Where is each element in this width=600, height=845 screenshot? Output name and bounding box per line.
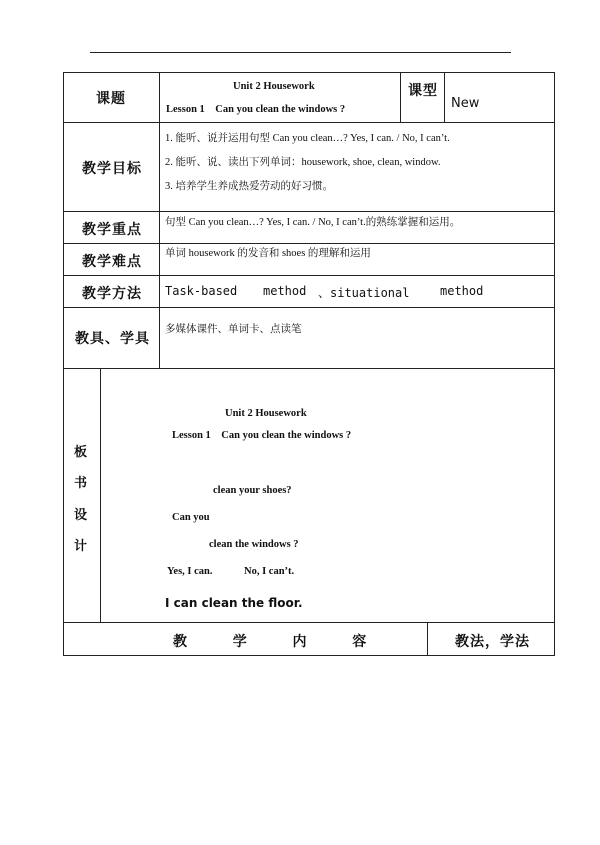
board-line-yes: Yes, I can. bbox=[167, 566, 213, 577]
topic-label: 课题 bbox=[96, 91, 126, 107]
row-divider bbox=[63, 368, 555, 369]
tools-label: 教具、学具 bbox=[75, 331, 150, 347]
board-line-shoes: clean your shoes? bbox=[213, 485, 292, 496]
content-label: 教 学 内 容 bbox=[173, 634, 379, 650]
type-value-divider bbox=[444, 72, 445, 123]
method-task-based: Task-based bbox=[165, 284, 238, 298]
row-divider bbox=[63, 622, 555, 623]
table-border-bottom bbox=[63, 655, 555, 656]
key-points-text: 句型 Can you clean…? Yes, I can. / No, I can’t.的熟练掌握和运用。 bbox=[165, 217, 461, 228]
lesson-title: Lesson 1 Can you clean the windows ? bbox=[166, 104, 346, 115]
board-unit: Unit 2 Housework bbox=[225, 408, 307, 419]
type-value: New bbox=[451, 96, 480, 111]
type-label: 课型 bbox=[408, 83, 438, 99]
key-points-label: 教学重点 bbox=[82, 222, 142, 238]
objectives-label: 教学目标 bbox=[82, 161, 142, 177]
board-label-char: 计 bbox=[74, 539, 88, 554]
board-line-can-you: Can you bbox=[172, 512, 210, 523]
footer-column-divider bbox=[427, 622, 428, 656]
method-word-2: method bbox=[440, 284, 484, 298]
method-word-1: method bbox=[263, 284, 307, 298]
objective-item-3: 3. 培养学生养成热爱劳动的好习惯。 bbox=[165, 181, 333, 192]
method-study-label: 教法，学法 bbox=[455, 634, 530, 650]
row-divider bbox=[63, 307, 555, 308]
row-divider bbox=[63, 275, 555, 276]
board-line-windows: clean the windows ? bbox=[209, 539, 299, 550]
methods-label: 教学方法 bbox=[82, 286, 142, 302]
method-situational: 、situational bbox=[318, 286, 410, 300]
board-line-floor: I can clean the floor. bbox=[165, 596, 303, 610]
board-label-char: 设 bbox=[74, 508, 88, 523]
board-lesson: Lesson 1 Can you clean the windows ? bbox=[172, 430, 352, 441]
board-label-divider bbox=[100, 368, 101, 623]
row-divider bbox=[63, 211, 555, 212]
unit-title: Unit 2 Housework bbox=[233, 81, 315, 92]
difficulties-text: 单词 housework 的发音和 shoes 的理解和运用 bbox=[165, 248, 371, 259]
table-border-left bbox=[63, 72, 64, 656]
board-label-char: 书 bbox=[74, 476, 88, 491]
row-divider bbox=[63, 122, 555, 123]
board-label-char: 板 bbox=[74, 445, 88, 460]
label-column-divider bbox=[159, 72, 160, 369]
table-border-top bbox=[63, 72, 555, 73]
objective-item-2: 2. 能听、说、读出下列单词：housework, shoe, clean, window. bbox=[165, 157, 441, 168]
table-border-right bbox=[554, 72, 555, 656]
type-column-divider bbox=[400, 72, 401, 123]
tools-text: 多媒体课件、单词卡、点读笔 bbox=[165, 324, 302, 335]
board-line-no: No, I can’t. bbox=[244, 566, 295, 577]
difficulties-label: 教学难点 bbox=[82, 254, 142, 270]
header-rule bbox=[90, 52, 511, 53]
row-divider bbox=[63, 243, 555, 244]
objective-item-1: 1. 能听、说并运用句型 Can you clean…? Yes, I can. / No, I can’t. bbox=[165, 133, 450, 144]
